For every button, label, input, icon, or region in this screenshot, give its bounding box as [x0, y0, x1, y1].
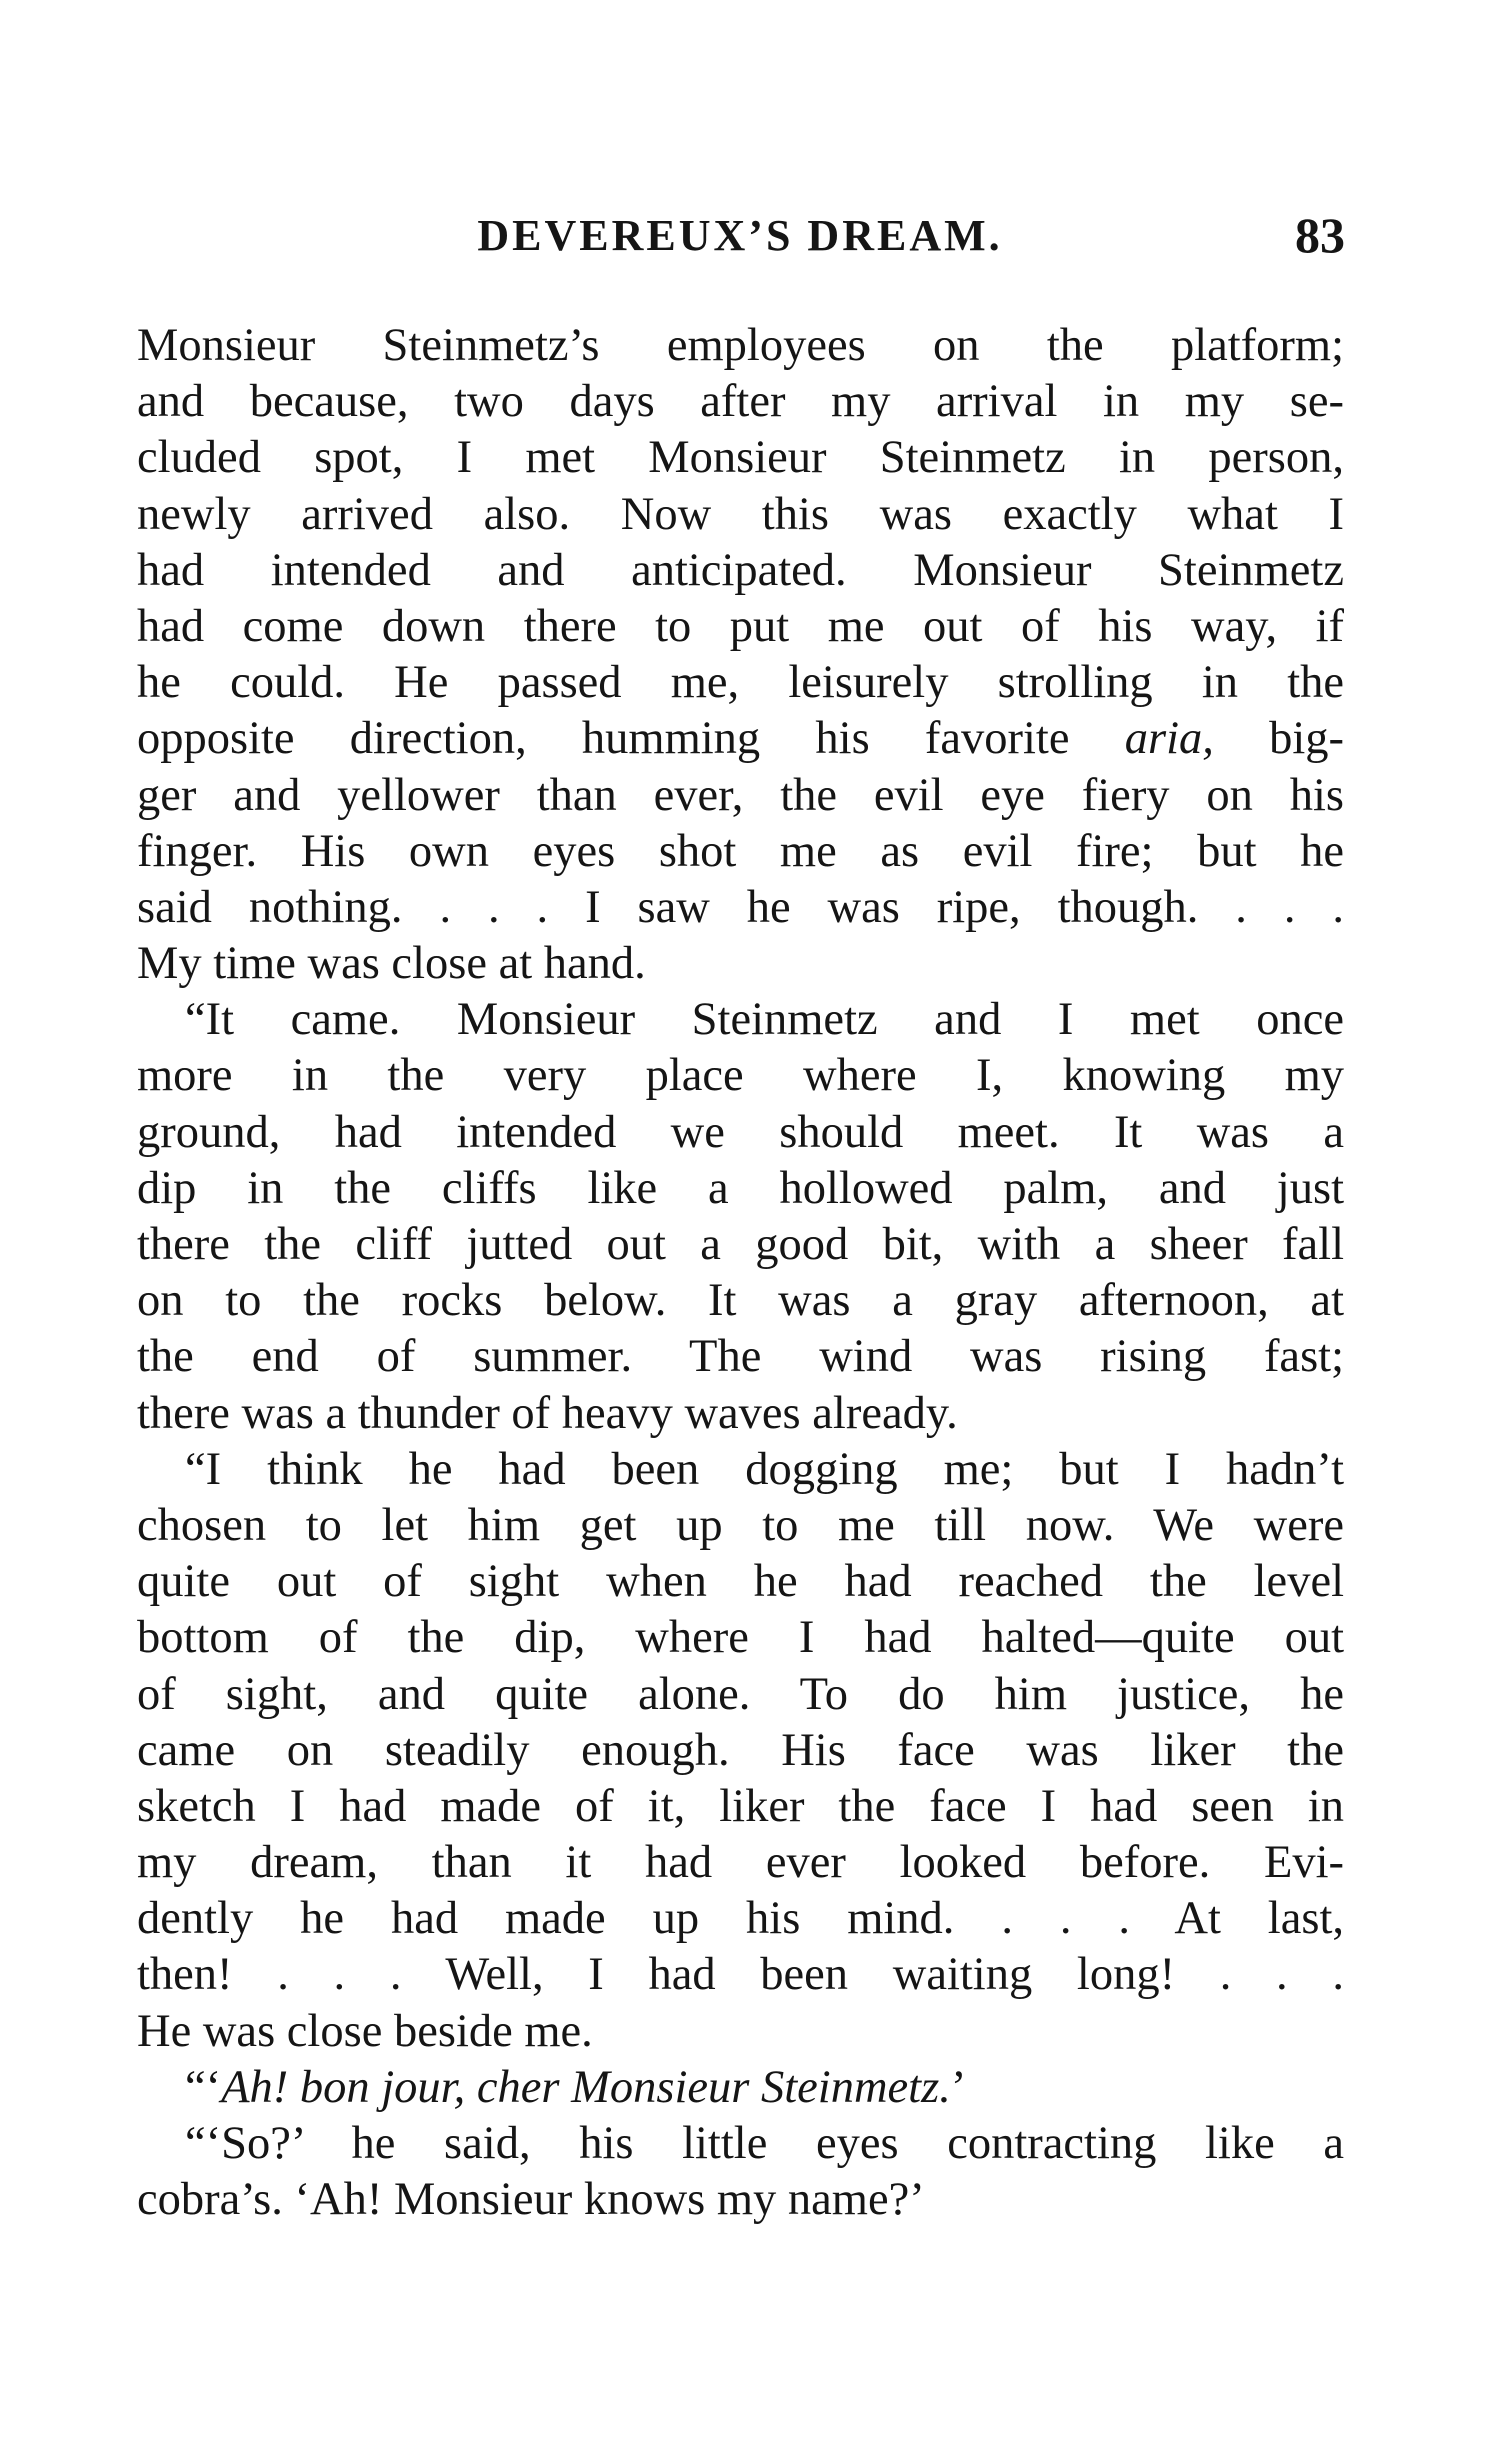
- text-line: dip in the cliffs like a hollowed palm, and just: [137, 1162, 1344, 1214]
- text-line: came on steadily enough. His face was liker the: [137, 1724, 1344, 1776]
- text-line: had come down there to put me out of his way, if: [137, 600, 1344, 652]
- text-line: and because, two days after my arrival in my se-: [137, 376, 1344, 428]
- greeting-line: [137, 2060, 1344, 2116]
- text-line: there the cliff jutted out a good bit, with a sheer fall: [137, 1219, 1344, 1270]
- text-segment: big-: [1269, 713, 1345, 765]
- page-number: 83: [1295, 207, 1345, 263]
- text-line: ger and yellower than ever, the evil eye fiery on his: [137, 769, 1344, 821]
- text-line: chosen to let him get up to me till now. We were: [137, 1499, 1344, 1551]
- text-line: cobra’s. ‘Ah! Monsieur knows my name?’: [137, 2174, 925, 2226]
- text-line: sketch I had made of it, liker the face I had seen in: [137, 1780, 1344, 1832]
- text-line-with-italic: [137, 711, 1344, 767]
- text-line: finger. His own eyes shot me as evil fire; but he: [137, 825, 1344, 877]
- text-line: of sight, and quite alone. To do him justice, he: [137, 1668, 1344, 1720]
- text-segment: opposite direction, humming his favorite: [137, 713, 1070, 765]
- close-quote: ’: [950, 2061, 967, 2113]
- text-line: my dream, than it had ever looked before. Evi-: [137, 1837, 1344, 1889]
- text-line: quite out of sight when he had reached the level: [137, 1556, 1344, 1608]
- text-line: then! . . . Well, I had been waiting long! . . .: [137, 1949, 1344, 2001]
- text-line: “It came. Monsieur Steinmetz and I met once: [185, 994, 1344, 1046]
- text-line: cluded spot, I met Monsieur Steinmetz in person,: [137, 432, 1344, 484]
- text-line: “I think he had been dogging me; but I hadn’t: [185, 1443, 1344, 1495]
- text-line: said nothing. . . . I saw he was ripe, though. . . .: [137, 881, 1344, 933]
- text-line: newly arrived also. Now this was exactly what I: [137, 488, 1344, 540]
- text-line: more in the very place where I, knowing my: [137, 1050, 1344, 1102]
- text-line: He was close beside me.: [137, 2005, 593, 2057]
- text-line: “‘So?’ he said, his little eyes contracting like a: [185, 2118, 1344, 2169]
- text-line: the end of summer. The wind was rising fast;: [137, 1331, 1344, 1383]
- text-line: he could. He passed me, leisurely strolling in the: [137, 657, 1344, 709]
- running-head: [135, 207, 1345, 280]
- italic-word-aria: aria,: [1124, 713, 1214, 765]
- text-line: bottom of the dip, where I had halted—quite out: [137, 1612, 1344, 1664]
- text-line: ground, had intended we should meet. It was a: [137, 1106, 1344, 1158]
- text-line: there was a thunder of heavy waves already.: [137, 1387, 958, 1439]
- open-quote: “‘: [185, 2061, 222, 2113]
- text-line: on to the rocks below. It was a gray afternoon, at: [137, 1275, 1344, 1327]
- body-text: [137, 318, 1344, 2228]
- text-line: My time was close at hand.: [137, 938, 646, 990]
- greeting-italic: Ah! bon jour, cher Monsieur Steinmetz.: [221, 2061, 951, 2113]
- text-line: Monsieur Steinmetz’s employees on the platform;: [137, 320, 1344, 371]
- text-line: dently he had made up his mind. . . . At last,: [137, 1893, 1344, 1945]
- text-line: had intended and anticipated. Monsieur Steinmetz: [137, 544, 1344, 596]
- running-title: DEVEREUX’S DREAM.: [477, 211, 1003, 260]
